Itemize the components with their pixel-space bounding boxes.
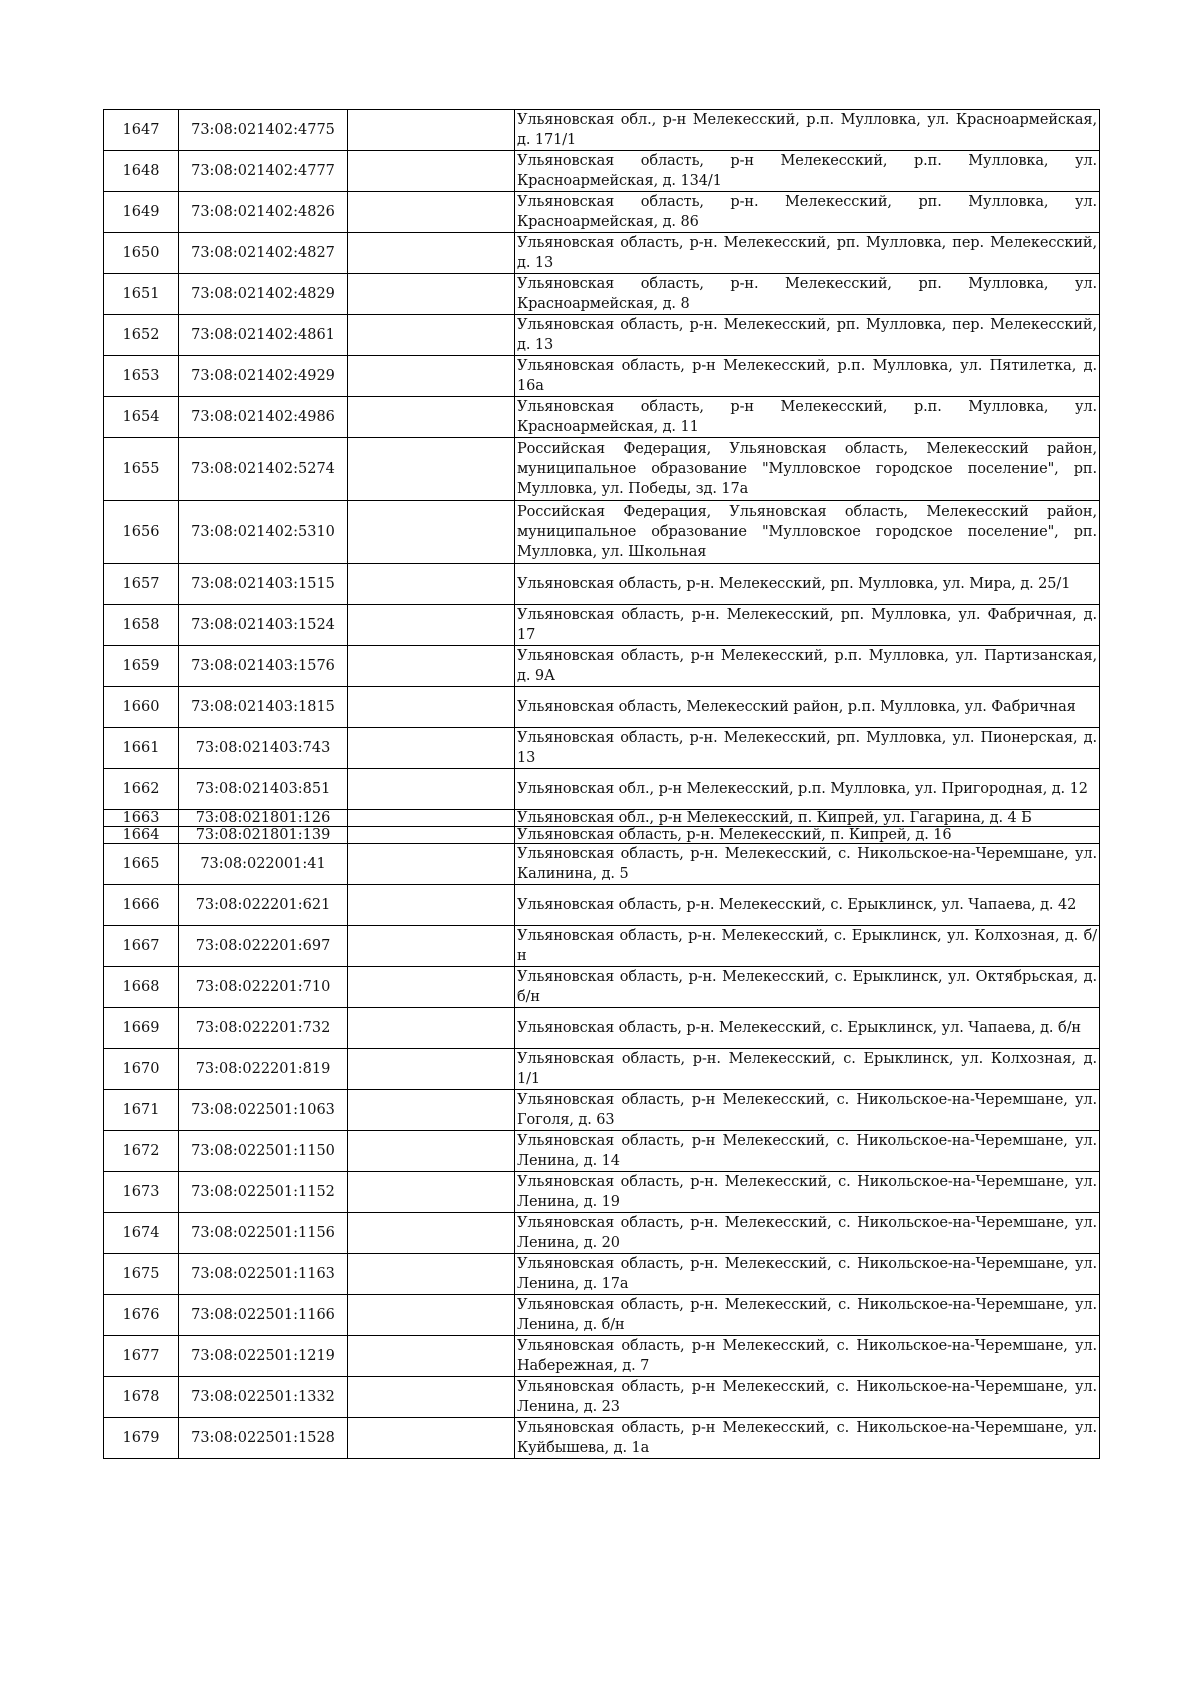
table-row: [104, 769, 1100, 810]
table-row: [104, 233, 1100, 274]
row-number-cell: 1670: [104, 1049, 179, 1090]
table-row: [104, 1008, 1100, 1049]
empty-column-cell: [348, 728, 515, 769]
table-row: [104, 885, 1100, 926]
table-row: [104, 1336, 1100, 1377]
cadastral-number-cell: 73:08:022201:621: [179, 885, 348, 926]
address-cell: Ульяновская область, р-н. Мелекесский, с. Никольское-на-Черемшане, ул. Ленина, д. 20: [515, 1213, 1100, 1254]
table-row: [104, 687, 1100, 728]
empty-column-cell: [348, 233, 515, 274]
table-row: [104, 728, 1100, 769]
cadastral-number-cell: 73:08:021402:4777: [179, 151, 348, 192]
row-number-cell: 1677: [104, 1336, 179, 1377]
cadastral-number-cell: 73:08:021402:4775: [179, 110, 348, 151]
address-cell: Ульяновская область, р-н. Мелекесский, с. Никольское-на-Черемшане, ул. Калинина, д. 5: [515, 844, 1100, 885]
row-number-cell: 1659: [104, 646, 179, 687]
cadastral-number-cell: 73:08:021403:1815: [179, 687, 348, 728]
cadastral-number-cell: 73:08:021403:851: [179, 769, 348, 810]
address-cell: Ульяновская обл., р-н Мелекесский, р.п. Мулловка, ул. Красноармейская, д. 171/1: [515, 110, 1100, 151]
row-number-cell: 1666: [104, 885, 179, 926]
address-cell: Ульяновская область, р-н. Мелекесский, п. Кипрей, д. 16: [515, 827, 1100, 844]
row-number-cell: 1675: [104, 1254, 179, 1295]
address-cell: Ульяновская область, р-н. Мелекесский, с. Ерыклинск, ул. Колхозная, д. 1/1: [515, 1049, 1100, 1090]
table-row: [104, 315, 1100, 356]
row-number-cell: 1654: [104, 397, 179, 438]
empty-column-cell: [348, 1336, 515, 1377]
address-cell: Ульяновская область, р-н Мелекесский, с. Никольское-на-Черемшане, ул. Гоголя, д. 63: [515, 1090, 1100, 1131]
row-number-cell: 1662: [104, 769, 179, 810]
address-cell: Ульяновская область, р-н. Мелекесский, рп. Мулловка, ул. Фабричная, д. 17: [515, 605, 1100, 646]
cadastral-number-cell: 73:08:021402:5310: [179, 501, 348, 564]
table-row: [104, 1254, 1100, 1295]
table-row: [104, 926, 1100, 967]
address-cell: Ульяновская область, р-н. Мелекесский, с. Ерыклинск, ул. Колхозная, д. б/н: [515, 926, 1100, 967]
empty-column-cell: [348, 1090, 515, 1131]
address-cell: Ульяновская область, р-н. Мелекесский, рп. Мулловка, ул. Пионерская, д. 13: [515, 728, 1100, 769]
cadastral-number-cell: 73:08:021402:4861: [179, 315, 348, 356]
address-cell: Ульяновская область, р-н. Мелекесский, рп. Мулловка, ул. Красноармейская, д. 8: [515, 274, 1100, 315]
address-cell: Ульяновская область, р-н. Мелекесский, с. Ерыклинск, ул. Октябрьская, д. б/н: [515, 967, 1100, 1008]
empty-column-cell: [348, 1213, 515, 1254]
empty-column-cell: [348, 844, 515, 885]
address-cell: Ульяновская область, р-н. Мелекесский, с. Никольское-на-Черемшане, ул. Ленина, д. 17а: [515, 1254, 1100, 1295]
table-row: [104, 110, 1100, 151]
row-number-cell: 1661: [104, 728, 179, 769]
row-number-cell: 1669: [104, 1008, 179, 1049]
address-cell: Ульяновская область, р-н Мелекесский, с. Никольское-на-Черемшане, ул. Ленина, д. 14: [515, 1131, 1100, 1172]
row-number-cell: 1673: [104, 1172, 179, 1213]
table-row: [104, 1049, 1100, 1090]
address-cell: Ульяновская область, р-н. Мелекесский, рп. Мулловка, ул. Красноармейская, д. 86: [515, 192, 1100, 233]
address-cell: Ульяновская область, р-н. Мелекесский, с. Ерыклинск, ул. Чапаева, д. б/н: [515, 1008, 1100, 1049]
row-number-cell: 1648: [104, 151, 179, 192]
address-cell: Ульяновская область, р-н. Мелекесский, рп. Мулловка, пер. Мелекесский, д. 13: [515, 315, 1100, 356]
table-body: [104, 110, 1100, 1459]
table-row: [104, 967, 1100, 1008]
row-number-cell: 1656: [104, 501, 179, 564]
empty-column-cell: [348, 827, 515, 844]
empty-column-cell: [348, 151, 515, 192]
row-number-cell: 1657: [104, 564, 179, 605]
table-row: [104, 1172, 1100, 1213]
row-number-cell: 1655: [104, 438, 179, 501]
table-row: [104, 501, 1100, 564]
empty-column-cell: [348, 1295, 515, 1336]
cadastral-number-cell: 73:08:021402:4986: [179, 397, 348, 438]
address-cell: Ульяновская область, р-н Мелекесский, р.п. Мулловка, ул. Партизанская, д. 9А: [515, 646, 1100, 687]
row-number-cell: 1665: [104, 844, 179, 885]
cadastral-number-cell: 73:08:022501:1150: [179, 1131, 348, 1172]
cadastral-number-cell: 73:08:022201:710: [179, 967, 348, 1008]
empty-column-cell: [348, 769, 515, 810]
table-row: [104, 1418, 1100, 1459]
cadastral-number-cell: 73:08:022501:1528: [179, 1418, 348, 1459]
row-number-cell: 1658: [104, 605, 179, 646]
row-number-cell: 1650: [104, 233, 179, 274]
address-cell: Ульяновская область, р-н Мелекесский, р.п. Мулловка, ул. Красноармейская, д. 134/1: [515, 151, 1100, 192]
empty-column-cell: [348, 564, 515, 605]
row-number-cell: 1652: [104, 315, 179, 356]
table-row: [104, 1377, 1100, 1418]
table-row: [104, 1213, 1100, 1254]
row-number-cell: 1653: [104, 356, 179, 397]
cadastral-number-cell: 73:08:022201:697: [179, 926, 348, 967]
table-row: [104, 1295, 1100, 1336]
row-number-cell: 1663: [104, 810, 179, 827]
address-cell: Ульяновская область, р-н Мелекесский, р.п. Мулловка, ул. Красноармейская, д. 11: [515, 397, 1100, 438]
cadastral-number-cell: 73:08:021402:4829: [179, 274, 348, 315]
empty-column-cell: [348, 926, 515, 967]
cadastral-number-cell: 73:08:022001:41: [179, 844, 348, 885]
empty-column-cell: [348, 397, 515, 438]
table-row: [104, 192, 1100, 233]
empty-column-cell: [348, 605, 515, 646]
row-number-cell: 1667: [104, 926, 179, 967]
row-number-cell: 1649: [104, 192, 179, 233]
table-row: [104, 1131, 1100, 1172]
empty-column-cell: [348, 501, 515, 564]
address-cell: Ульяновская область, р-н. Мелекесский, с. Ерыклинск, ул. Чапаева, д. 42: [515, 885, 1100, 926]
address-cell: Ульяновская область, р-н. Мелекесский, рп. Мулловка, пер. Мелекесский, д. 13: [515, 233, 1100, 274]
cadastral-number-cell: 73:08:021403:1576: [179, 646, 348, 687]
cadastral-number-cell: 73:08:021801:139: [179, 827, 348, 844]
address-cell: Ульяновская область, р-н. Мелекесский, с. Никольское-на-Черемшане, ул. Ленина, д. 19: [515, 1172, 1100, 1213]
empty-column-cell: [348, 687, 515, 728]
cadastral-number-cell: 73:08:021403:743: [179, 728, 348, 769]
cadastral-number-cell: 73:08:022201:819: [179, 1049, 348, 1090]
cadastral-number-cell: 73:08:022501:1219: [179, 1336, 348, 1377]
address-cell: Ульяновская обл., р-н Мелекесский, р.п. Мулловка, ул. Пригородная, д. 12: [515, 769, 1100, 810]
row-number-cell: 1672: [104, 1131, 179, 1172]
table-row: [104, 151, 1100, 192]
parcel-registry-table: [103, 109, 1100, 1459]
address-cell: Ульяновская область, р-н Мелекесский, с. Никольское-на-Черемшане, ул. Куйбышева, д. 1а: [515, 1418, 1100, 1459]
row-number-cell: 1664: [104, 827, 179, 844]
empty-column-cell: [348, 1172, 515, 1213]
cadastral-number-cell: 73:08:021402:4826: [179, 192, 348, 233]
row-number-cell: 1676: [104, 1295, 179, 1336]
cadastral-number-cell: 73:08:021403:1515: [179, 564, 348, 605]
table-row: [104, 646, 1100, 687]
address-cell: Ульяновская область, Мелекесский район, р.п. Мулловка, ул. Фабричная: [515, 687, 1100, 728]
cadastral-number-cell: 73:08:022501:1152: [179, 1172, 348, 1213]
empty-column-cell: [348, 110, 515, 151]
empty-column-cell: [348, 1049, 515, 1090]
empty-column-cell: [348, 315, 515, 356]
row-number-cell: 1679: [104, 1418, 179, 1459]
table-row: [104, 827, 1100, 844]
empty-column-cell: [348, 438, 515, 501]
address-cell: Российская Федерация, Ульяновская область, Мелекесский район, муниципальное образование "Мулловское городское поселение", рп. Мулловка, ул. Школьная: [515, 501, 1100, 564]
cadastral-number-cell: 73:08:022501:1166: [179, 1295, 348, 1336]
address-cell: Ульяновская область, р-н Мелекесский, с. Никольское-на-Черемшане, ул. Набережная, д. 7: [515, 1336, 1100, 1377]
empty-column-cell: [348, 810, 515, 827]
row-number-cell: 1671: [104, 1090, 179, 1131]
row-number-cell: 1651: [104, 274, 179, 315]
empty-column-cell: [348, 967, 515, 1008]
row-number-cell: 1668: [104, 967, 179, 1008]
empty-column-cell: [348, 1131, 515, 1172]
table-row: [104, 564, 1100, 605]
address-cell: Российская Федерация, Ульяновская область, Мелекесский район, муниципальное образование "Мулловское городское поселение", рп. Мулловка, ул. Победы, зд. 17а: [515, 438, 1100, 501]
empty-column-cell: [348, 646, 515, 687]
row-number-cell: 1678: [104, 1377, 179, 1418]
table-row: [104, 844, 1100, 885]
empty-column-cell: [348, 274, 515, 315]
cadastral-number-cell: 73:08:021403:1524: [179, 605, 348, 646]
empty-column-cell: [348, 1418, 515, 1459]
table-row: [104, 397, 1100, 438]
row-number-cell: 1660: [104, 687, 179, 728]
cadastral-number-cell: 73:08:022501:1163: [179, 1254, 348, 1295]
empty-column-cell: [348, 1008, 515, 1049]
address-cell: Ульяновская область, р-н Мелекесский, р.п. Мулловка, ул. Пятилетка, д. 16а: [515, 356, 1100, 397]
table-row: [104, 605, 1100, 646]
empty-column-cell: [348, 356, 515, 397]
row-number-cell: 1674: [104, 1213, 179, 1254]
table-row: [104, 274, 1100, 315]
address-cell: Ульяновская область, р-н. Мелекесский, с. Никольское-на-Черемшане, ул. Ленина, д. б/н: [515, 1295, 1100, 1336]
row-number-cell: 1647: [104, 110, 179, 151]
cadastral-number-cell: 73:08:021801:126: [179, 810, 348, 827]
cadastral-number-cell: 73:08:022201:732: [179, 1008, 348, 1049]
cadastral-number-cell: 73:08:021402:4827: [179, 233, 348, 274]
cadastral-number-cell: 73:08:021402:4929: [179, 356, 348, 397]
table-row: [104, 356, 1100, 397]
table-row: [104, 1090, 1100, 1131]
empty-column-cell: [348, 192, 515, 233]
address-cell: Ульяновская обл., р-н Мелекесский, п. Кипрей, ул. Гагарина, д. 4 Б: [515, 810, 1100, 827]
address-cell: Ульяновская область, р-н Мелекесский, с. Никольское-на-Черемшане, ул. Ленина, д. 23: [515, 1377, 1100, 1418]
table-row: [104, 438, 1100, 501]
empty-column-cell: [348, 1254, 515, 1295]
cadastral-number-cell: 73:08:022501:1156: [179, 1213, 348, 1254]
address-cell: Ульяновская область, р-н. Мелекесский, рп. Мулловка, ул. Мира, д. 25/1: [515, 564, 1100, 605]
cadastral-number-cell: 73:08:021402:5274: [179, 438, 348, 501]
cadastral-number-cell: 73:08:022501:1332: [179, 1377, 348, 1418]
empty-column-cell: [348, 885, 515, 926]
table-row: [104, 810, 1100, 827]
cadastral-number-cell: 73:08:022501:1063: [179, 1090, 348, 1131]
empty-column-cell: [348, 1377, 515, 1418]
